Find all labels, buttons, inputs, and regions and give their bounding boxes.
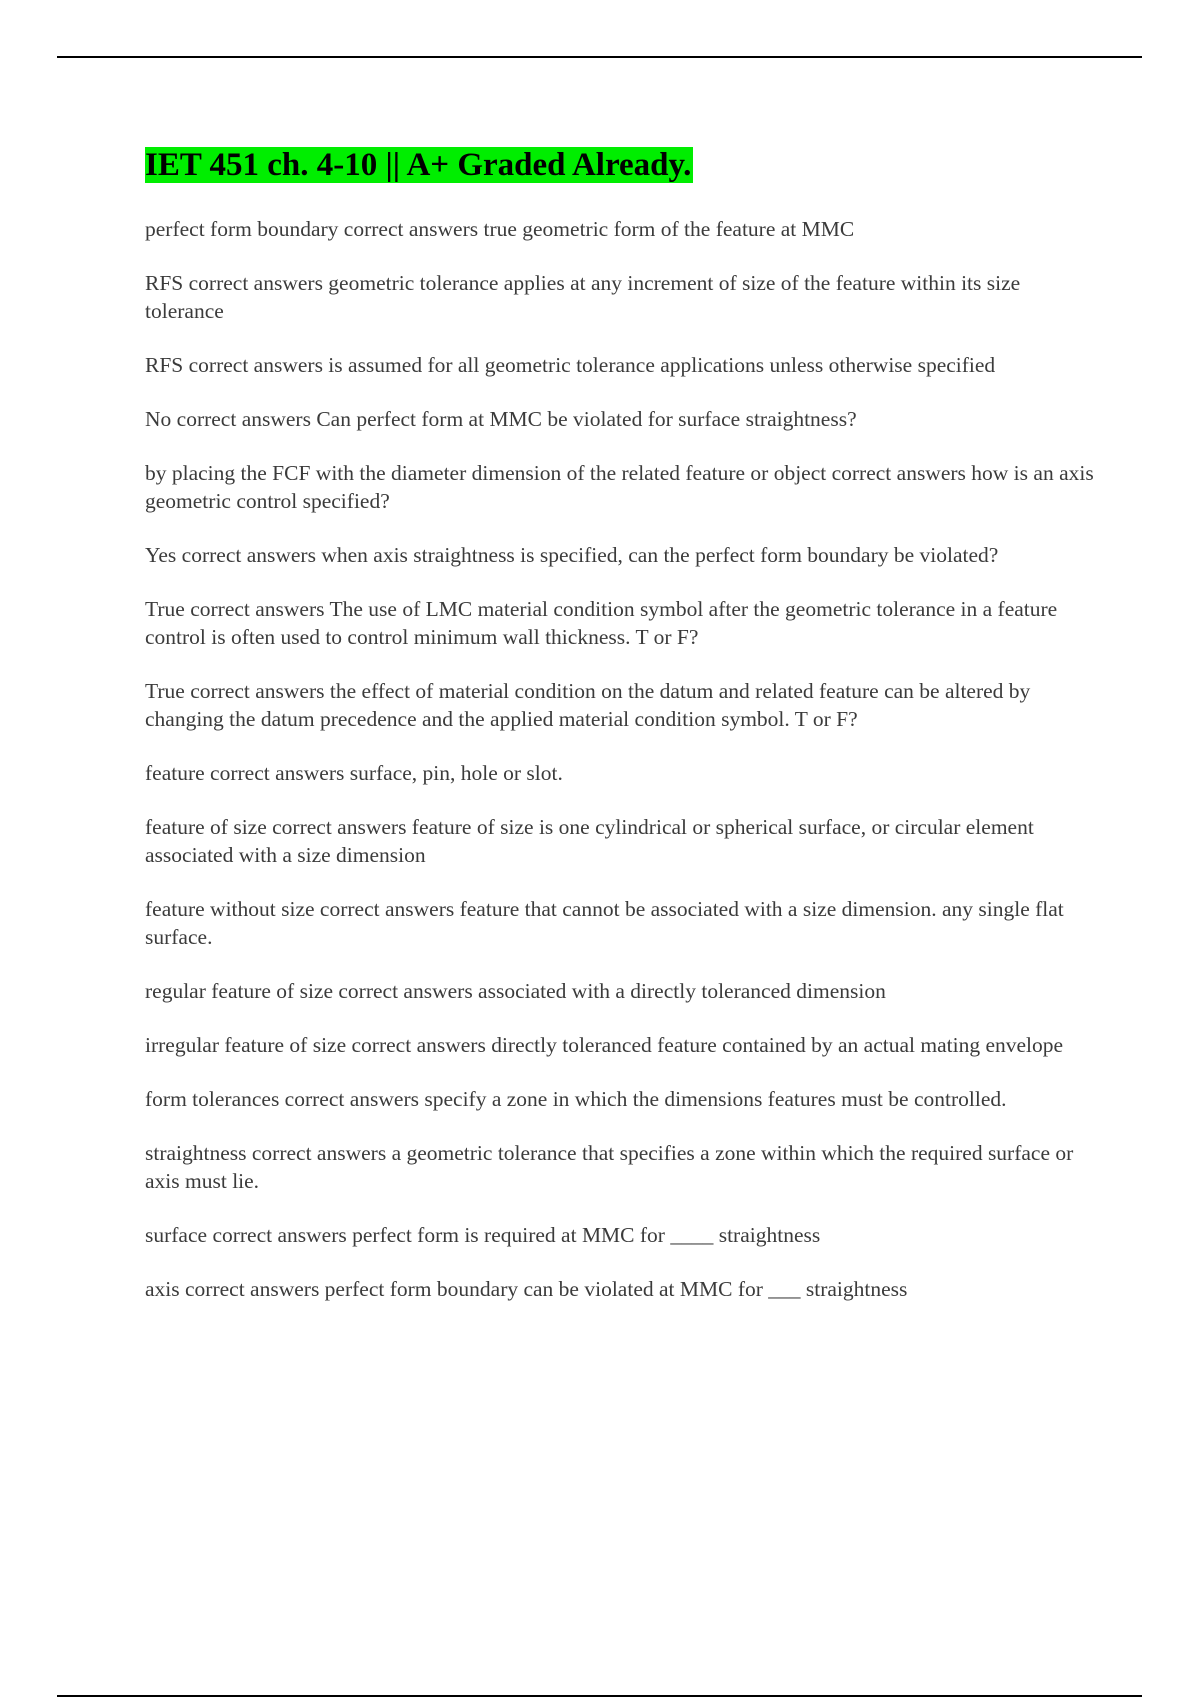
entry-true-datum-precedence: True correct answers the effect of material condition on the datum and related feature can be altered by changing the datum precedence and the applied material condition symbol. T or F? <box>145 679 1031 731</box>
entry-yes-axis-straightness: Yes correct answers when axis straightness is specified, can the perfect form boundary be violated? <box>145 543 999 567</box>
entry-axis: axis correct answers perfect form boundary can be violated at MMC for ___ straightness <box>145 1277 908 1301</box>
entry-true-lmc: True correct answers The use of LMC material condition symbol after the geometric tolerance in a feature control is often used to control minimum wall thickness. T or F? <box>145 597 1058 649</box>
entry-irregular-feature-of-size: irregular feature of size correct answers directly toleranced feature contained by an actual mating envelope <box>145 1033 1064 1057</box>
entry-straightness: straightness correct answers a geometric tolerance that specifies a zone within which the required surface or axis must lie. <box>145 1141 1074 1193</box>
entry-perfect-form-boundary: perfect form boundary correct answers true geometric form of the feature at MMC <box>145 217 855 241</box>
entry-form-tolerances: form tolerances correct answers specify a zone in which the dimensions features must be controlled. <box>145 1087 1007 1111</box>
document-body <box>145 143 1095 1329</box>
entry-regular-feature-of-size: regular feature of size correct answers associated with a directly toleranced dimension <box>145 979 886 1003</box>
document-title <box>145 143 1095 187</box>
entry-feature: feature correct answers surface, pin, hole or slot. <box>145 761 563 785</box>
entry-feature-of-size: feature of size correct answers feature of size is one cylindrical or spherical surface, or circular element associated with a size dimension <box>145 815 1034 867</box>
top-rule <box>57 56 1142 58</box>
entry-surface: surface correct answers perfect form is required at MMC for ____ straightness <box>145 1223 821 1247</box>
entry-rfs-1: RFS correct answers geometric tolerance applies at any increment of size of the feature within its size tolerance <box>145 271 1021 323</box>
entry-rfs-2: RFS correct answers is assumed for all geometric tolerance applications unless otherwise specified <box>145 353 996 377</box>
entry-axis-control: by placing the FCF with the diameter dimension of the related feature or object correct answers how is an axis geometric control specified? <box>145 461 1094 513</box>
entry-feature-without-size: feature without size correct answers feature that cannot be associated with a size dimension. any single flat surface. <box>145 897 1064 949</box>
bottom-rule <box>57 1695 1142 1697</box>
document-title-text: IET 451 ch. 4-10 || A+ Graded Already. <box>145 147 692 183</box>
entry-no-surface-straightness: No correct answers Can perfect form at MMC be violated for surface straightness? <box>145 407 857 431</box>
